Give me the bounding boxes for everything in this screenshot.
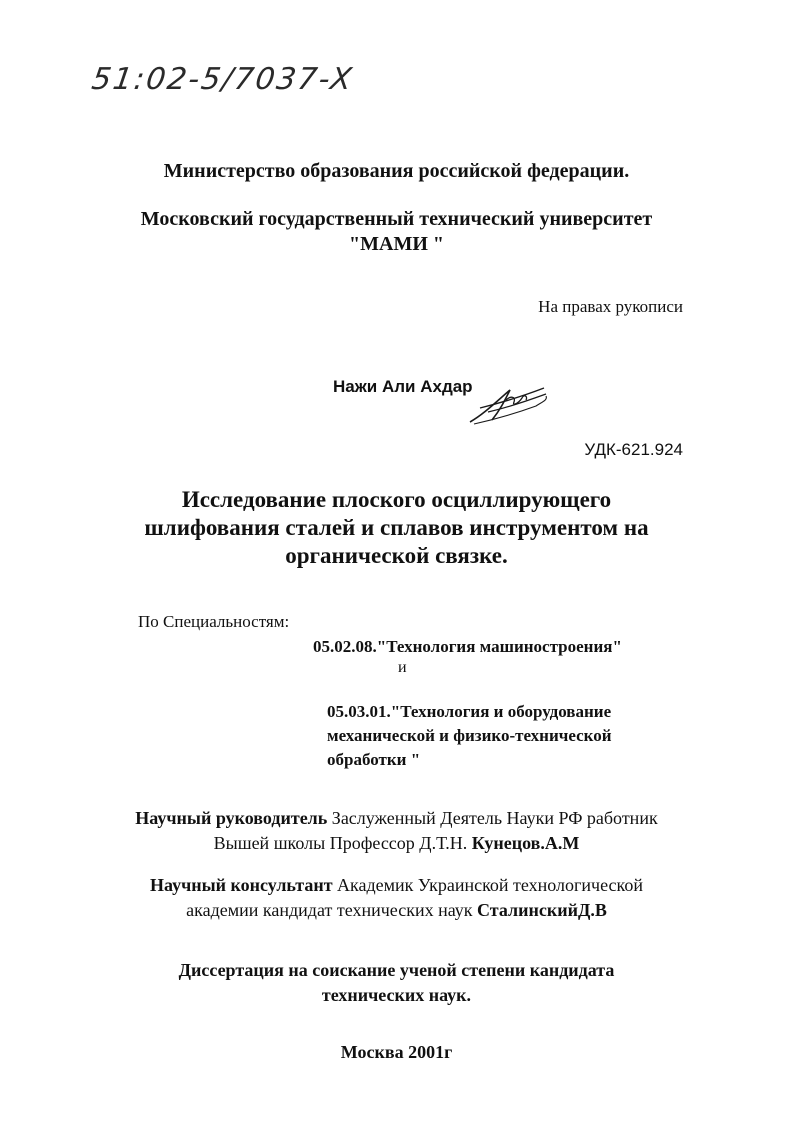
- title-line: Исследование плоского осциллирующего: [181, 487, 612, 512]
- specialties-label: По Специальностям:: [138, 612, 290, 631]
- supervisor-title: Заслуженный Деятель Науки РФ работник: [327, 808, 658, 828]
- dissertation-statement: [0, 958, 793, 1008]
- specialty-second-line: механической и физико-технической: [327, 726, 612, 745]
- supervisor-line: [0, 831, 793, 856]
- supervisor-degree: Вышей школы Профессор Д.Т.Н.: [213, 833, 472, 853]
- supervisor-block: [0, 806, 793, 856]
- signature-icon: [466, 380, 550, 428]
- ministry-heading: Министерство образования российской федерации.: [163, 160, 630, 182]
- rights-note: На правах рукописи: [538, 297, 683, 316]
- specialty-first: 05.02.08."Технология машиностроения": [313, 637, 622, 656]
- university-abbrev: "МАМИ ": [349, 233, 444, 255]
- university-name: Московский государственный технический университет: [140, 208, 653, 230]
- supervisor-role: Научный руководитель: [135, 808, 328, 828]
- dissertation-line: технических наук.: [321, 985, 472, 1005]
- consultant-line: [0, 873, 793, 898]
- dissertation-title: [0, 486, 793, 570]
- supervisor-line: [0, 806, 793, 831]
- city-year: Москва 2001г: [340, 1042, 453, 1062]
- consultant-block: [0, 873, 793, 923]
- specialty-second-line: обработки ": [327, 750, 421, 769]
- title-line: органической связке.: [285, 543, 508, 568]
- consultant-name: СталинскийД.В: [477, 900, 607, 920]
- author-name: Нажи Али Ахдар: [333, 377, 473, 396]
- title-line: шлифования сталей и сплавов инструментом на: [144, 515, 649, 540]
- consultant-title: Академик Украинской технологической: [332, 875, 643, 895]
- consultant-line: [0, 898, 793, 923]
- consultant-role: Научный консультант: [149, 875, 333, 895]
- specialty-second-line: 05.03.01."Технология и оборудование: [327, 702, 612, 721]
- specialty-second: [327, 700, 612, 772]
- dissertation-line: Диссертация на соискание ученой степени кандидата: [178, 960, 615, 980]
- udc-code: УДК-621.924: [584, 440, 683, 459]
- supervisor-name: Кунецов.А.М: [471, 833, 580, 853]
- archive-code-handwritten: 51:02-5/7037-X: [89, 62, 356, 97]
- consultant-degree: академии кандидат технических наук: [186, 900, 478, 920]
- specialty-conjunction: и: [398, 659, 407, 676]
